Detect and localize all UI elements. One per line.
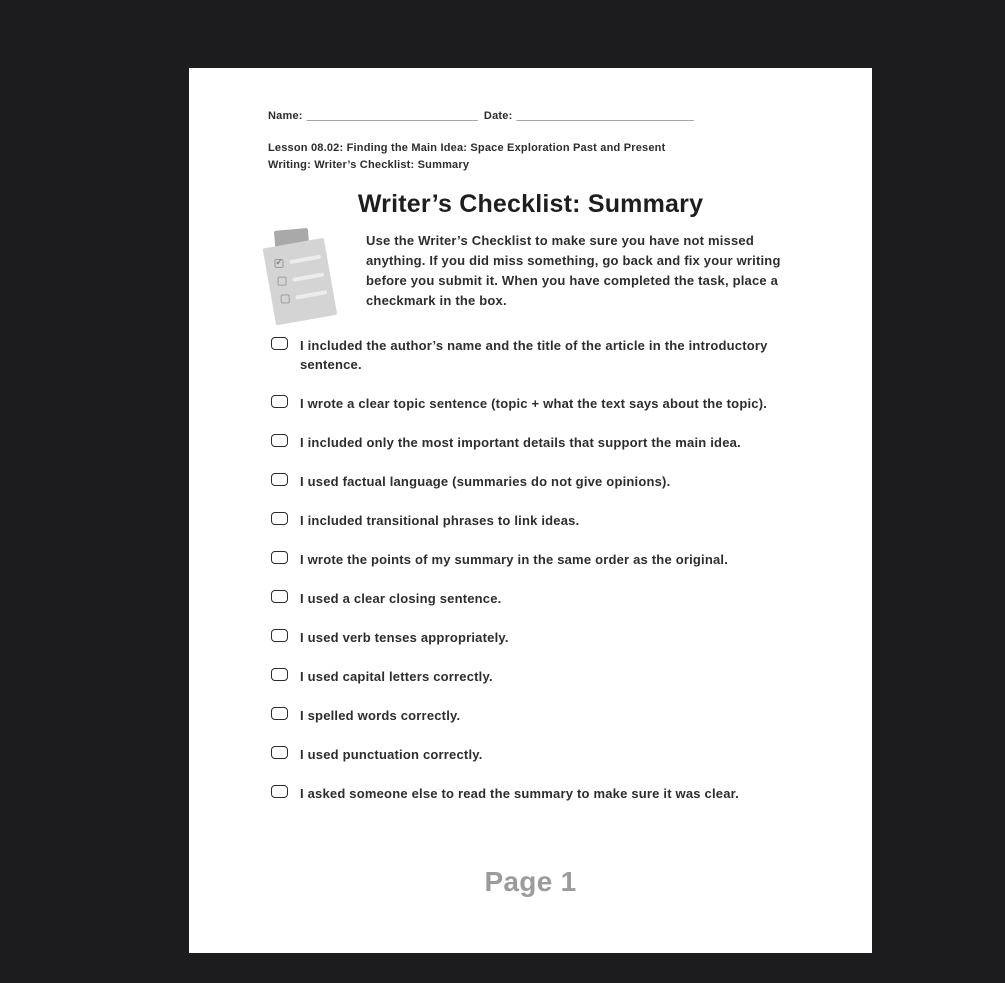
lesson-line-2: Writing: Writer’s Checklist: Summary [268, 159, 470, 171]
checkbox[interactable] [271, 785, 288, 798]
checklist-item-label: I used capital letters correctly. [300, 669, 493, 684]
checklist-item-label: I spelled words correctly. [300, 708, 461, 723]
checklist-item [271, 706, 816, 725]
checklist-item [271, 745, 816, 764]
checklist-item [271, 511, 816, 530]
checklist-clipboard-icon [253, 221, 352, 330]
checklist-item [271, 472, 816, 491]
document-page [189, 68, 872, 953]
checkbox[interactable] [271, 512, 288, 525]
date-label: Date: [483, 110, 513, 122]
checklist-item [271, 784, 816, 803]
checklist-item-label: I included only the most important details that support the main idea. [300, 435, 741, 450]
checkbox[interactable] [271, 746, 288, 759]
clipboard-row [277, 268, 331, 286]
checkbox[interactable] [271, 629, 288, 642]
clipboard-row [280, 286, 334, 304]
checkbox[interactable] [271, 668, 288, 681]
checklist-item-label: I included the author’s name and the title of the article in the introductory sentence. [300, 338, 768, 372]
clipboard-text-line [295, 290, 327, 299]
lesson-line-1: Lesson 08.02: Finding the Main Idea: Space Exploration Past and Present [268, 142, 666, 154]
checklist-item [271, 433, 816, 452]
date-blank-line: _____________________________ [516, 110, 694, 122]
checklist-item-label: I used verb tenses appropriately. [300, 630, 509, 645]
lesson-heading [268, 140, 665, 174]
checkbox[interactable] [271, 337, 288, 350]
page-number: Page 1 [484, 866, 577, 897]
checkbox[interactable] [271, 473, 288, 486]
checklist-item [271, 589, 816, 608]
checklist-item-label: I wrote the points of my summary in the same order as the original. [300, 552, 729, 567]
clipboard-paper [263, 238, 338, 326]
writers-checklist [271, 336, 816, 823]
checklist-item [271, 336, 816, 374]
checkbox[interactable] [271, 590, 288, 603]
checklist-item [271, 550, 816, 569]
clipboard-text-line [289, 254, 321, 263]
name-blank-line: ____________________________ [306, 110, 478, 122]
clipboard-row [274, 251, 328, 269]
clipboard-text-line [292, 272, 324, 281]
name-label: Name: [268, 110, 303, 122]
instructions-text: Use the Writer’s Checklist to make sure you have not missed anything. If you did miss something, go back and fix your writing before you submit it. When you have completed the task, place a checkmark in the box. [366, 233, 781, 308]
clipboard-checkbox [281, 294, 290, 303]
clipboard-checkbox-checked [274, 259, 283, 268]
clipboard-checkbox [278, 277, 287, 286]
checklist-item [271, 394, 816, 413]
checkbox[interactable] [271, 395, 288, 408]
page-title: Writer’s Checklist: Summary [357, 190, 704, 218]
checklist-item-label: I included transitional phrases to link ideas. [300, 513, 580, 528]
checklist-item-label: I asked someone else to read the summary to make sure it was clear. [300, 786, 739, 801]
checklist-item [271, 667, 816, 686]
checklist-item [271, 628, 816, 647]
checkbox[interactable] [271, 434, 288, 447]
checkbox[interactable] [271, 707, 288, 720]
checklist-item-label: I used factual language (summaries do not give opinions). [300, 474, 671, 489]
name-date-line [268, 110, 700, 122]
checklist-item-label: I used punctuation correctly. [300, 747, 483, 762]
checkbox[interactable] [271, 551, 288, 564]
checklist-item-label: I wrote a clear topic sentence (topic + what the text says about the topic). [300, 396, 768, 411]
checklist-item-label: I used a clear closing sentence. [300, 591, 502, 606]
